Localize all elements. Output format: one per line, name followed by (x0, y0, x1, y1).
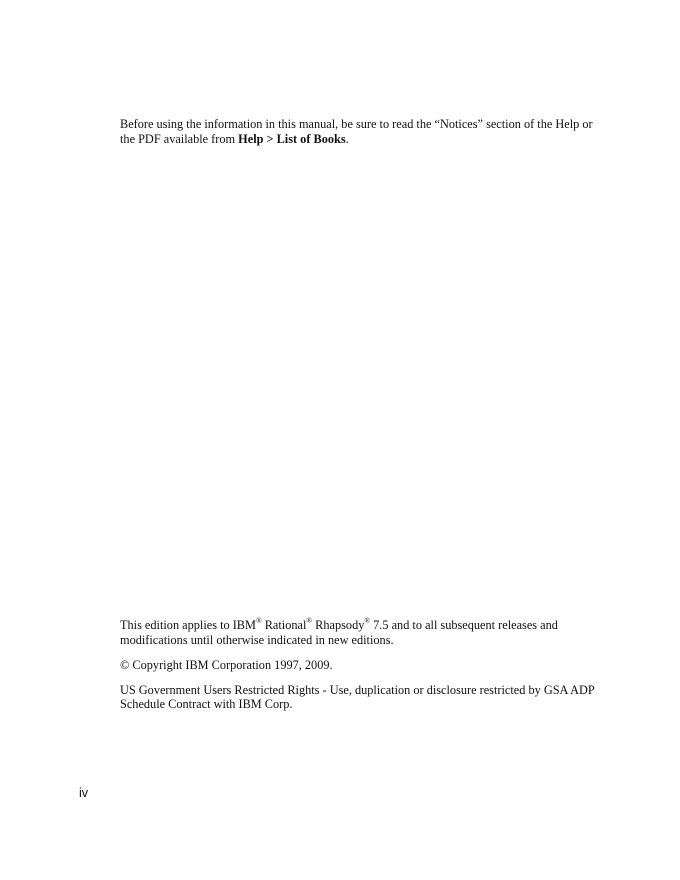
edition-text-version: 7.5 and to all subsequent releases and modifications until otherwise indicated in new editions. (120, 618, 558, 647)
copyright-line: © Copyright IBM Corporation 1997, 2009. (120, 657, 333, 672)
edition-text-rational: Rational (261, 618, 307, 632)
registered-mark: ® (306, 615, 313, 625)
edition-text-ibm: This edition applies to IBM (120, 618, 256, 632)
notice-text: Before using the information in this manual, be sure to read the “Notices” section of the Help or the PDF available from (120, 117, 593, 146)
restricted-rights-paragraph: US Government Users Restricted Rights - Use, duplication or disclosure restricted by GSA ADP Schedule Contract with IBM Corp. (120, 682, 595, 712)
registered-mark: ® (364, 615, 371, 625)
notice-period: . (345, 131, 349, 146)
edition-block (120, 615, 605, 722)
page-number: iv (79, 786, 89, 800)
notices-paragraph (120, 117, 600, 146)
registered-mark: ® (255, 615, 262, 625)
menu-path: Help > List of Books (238, 131, 346, 146)
edition-text-rhapsody: Rhapsody (312, 618, 365, 632)
edition-paragraph (120, 615, 605, 647)
